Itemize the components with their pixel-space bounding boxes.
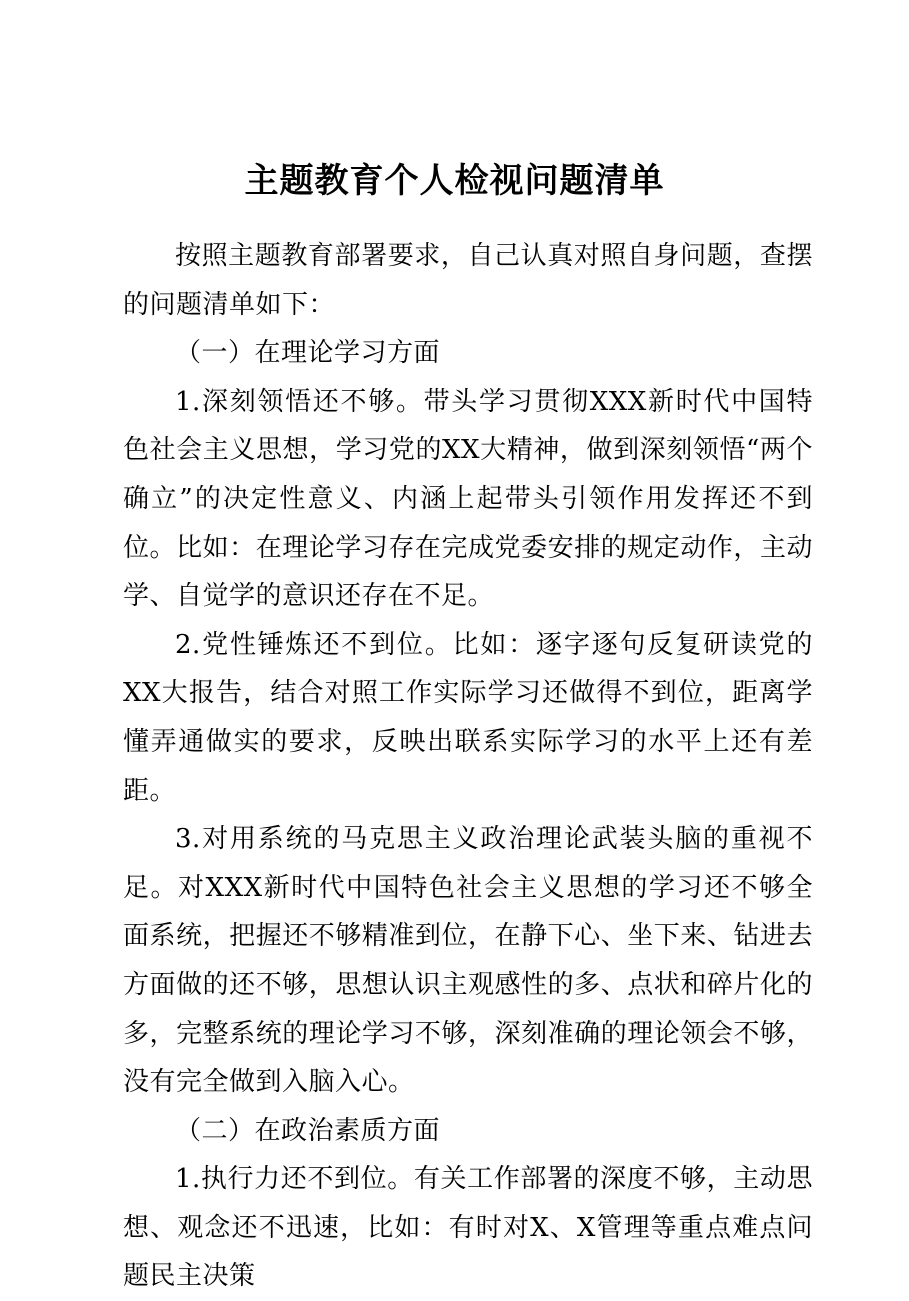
section-heading-political-quality: （二）在政治素质方面	[175, 1115, 441, 1146]
document-title: 主题教育个人检视问题清单	[244, 161, 665, 201]
document-body	[123, 232, 813, 1301]
theory-item-1-paragraph: 1.深刻领悟还不够。带头学习贯彻XXX新时代中国特色社会主义思想，学习党的XX大精神，做到深刻领悟“两个确立”的决定性意义、内涵上起带头引领作用发挥还不到位。比如：在理论学习存在完成党委安排的规定动作，主动学、自觉学的意识还存在不足。	[123, 386, 813, 612]
section-heading-theory-study: （一）在理论学习方面	[175, 338, 441, 369]
theory-item-3-paragraph: 3.对用系统的马克思主义政治理论武装头脑的重视不足。对XXX新时代中国特色社会主义思想的学习还不够全面系统，把握还不够精准到位，在静下心、坐下来、钻进去方面做的还不够，思想认识主观感性的多、点状和碎片化的多，完整系统的理论学习不够，深刻准确的理论领会不够，没有完全做到入脑入心。	[123, 824, 813, 1098]
theory-item-2-paragraph: 2.党性锤炼还不到位。比如：逐字逐句反复研读党的XX大报告，结合对照工作实际学习还做得不到位，距离学懂弄通做实的要求，反映出联系实际学习的水平上还有差距。	[123, 629, 813, 806]
intro-paragraph: 按照主题教育部署要求，自己认真对照自身问题，查摆的问题清单如下：	[123, 241, 813, 320]
political-item-1-paragraph: 1.执行力还不到位。有关工作部署的深度不够，主动思想、观念还不迅速，比如：有时对X、X管理等重点难点问题民主决策	[123, 1164, 813, 1292]
